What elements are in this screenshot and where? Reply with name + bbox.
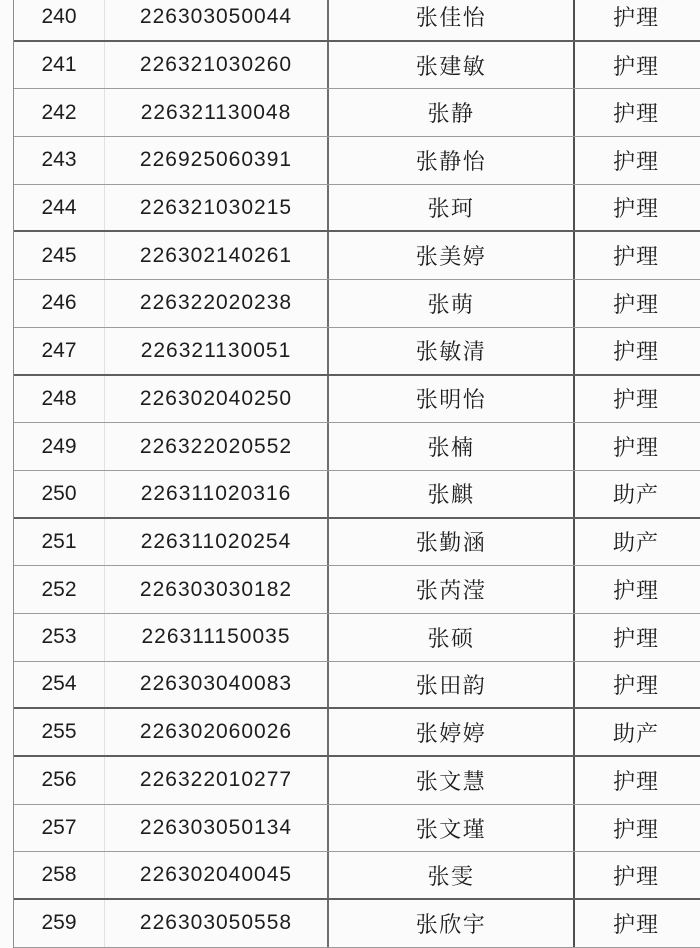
cell-serial-number: 259 xyxy=(14,900,105,947)
cell-exam-id: 226302040045 xyxy=(105,852,329,898)
cell-student-name: 张美婷 xyxy=(329,232,575,279)
cell-major: 护理 xyxy=(612,768,659,794)
cell-serial-number: 258 xyxy=(14,852,105,898)
cell-serial-number: 253 xyxy=(14,614,105,661)
table-row xyxy=(14,709,700,757)
table-row xyxy=(14,328,700,376)
cell-student-name: 张硕 xyxy=(329,614,575,661)
cell-student-name: 张敏清 xyxy=(329,328,575,374)
cell-exam-id: 226925060391 xyxy=(105,137,329,184)
cell-serial-number: 246 xyxy=(14,280,105,327)
cell-serial-number: 251 xyxy=(14,519,105,566)
cell-major: 护理 xyxy=(612,196,659,222)
cell-exam-id: 226321130048 xyxy=(105,89,329,136)
cell-serial-number: 242 xyxy=(14,89,105,136)
cell-exam-id: 226322010277 xyxy=(105,757,329,804)
cell-major: 护理 xyxy=(612,101,659,127)
cell-exam-id: 226311020254 xyxy=(105,519,329,566)
cell-student-name: 张静 xyxy=(329,89,575,136)
cell-exam-id: 226303030182 xyxy=(105,566,329,613)
cell-student-name: 张建敏 xyxy=(329,42,575,89)
cell-exam-id: 226302060026 xyxy=(105,709,329,755)
table-row xyxy=(14,566,700,614)
cell-student-name: 张萌 xyxy=(329,280,575,327)
cell-major: 助产 xyxy=(612,720,659,746)
cell-serial-number: 257 xyxy=(14,805,105,852)
cell-exam-id: 226311150035 xyxy=(105,614,329,661)
cell-exam-id: 226303050134 xyxy=(105,805,329,852)
cell-exam-id: 226321030215 xyxy=(105,185,329,231)
table-row xyxy=(14,423,700,471)
cell-exam-id: 226303050558 xyxy=(105,900,329,947)
cell-exam-id: 226321130051 xyxy=(105,328,329,374)
cell-major: 护理 xyxy=(612,339,659,365)
cell-major: 护理 xyxy=(612,911,659,937)
cell-serial-number: 256 xyxy=(14,757,105,804)
table-row xyxy=(14,757,700,805)
cell-exam-id: 226321030260 xyxy=(105,42,329,89)
cell-student-name: 张文瑾 xyxy=(329,805,575,852)
cell-exam-id: 226303040083 xyxy=(105,662,329,708)
cell-serial-number: 250 xyxy=(14,471,105,517)
cell-major: 护理 xyxy=(612,435,659,461)
cell-major: 护理 xyxy=(612,291,659,317)
table-row xyxy=(14,805,700,853)
cell-student-name: 张雯 xyxy=(329,852,575,898)
cell-major: 护理 xyxy=(612,672,659,698)
cell-exam-id: 226302040250 xyxy=(105,376,329,423)
cell-major: 护理 xyxy=(612,863,659,889)
cell-major: 护理 xyxy=(612,625,659,651)
table-row xyxy=(14,0,700,42)
cell-exam-id: 226303050044 xyxy=(105,0,329,40)
cell-major: 护理 xyxy=(612,387,659,413)
cell-student-name: 张楠 xyxy=(329,423,575,470)
cell-student-name: 张欣宇 xyxy=(329,900,575,947)
cell-student-name: 张勤涵 xyxy=(329,519,575,566)
cell-major: 护理 xyxy=(612,53,659,79)
table-row xyxy=(14,232,700,280)
cell-serial-number: 244 xyxy=(14,185,105,231)
cell-student-name: 张静怡 xyxy=(329,137,575,184)
table-row xyxy=(14,89,700,137)
table-row xyxy=(14,852,700,900)
table-row xyxy=(14,280,700,328)
table-row xyxy=(14,376,700,424)
cell-exam-id: 226311020316 xyxy=(105,471,329,517)
cell-student-name: 张芮滢 xyxy=(329,566,575,613)
cell-student-name: 张佳怡 xyxy=(329,0,575,40)
cell-student-name: 张田韵 xyxy=(329,662,575,708)
table-row xyxy=(14,662,700,710)
cell-exam-id: 226302140261 xyxy=(105,232,329,279)
cell-student-name: 张珂 xyxy=(329,185,575,231)
cell-serial-number: 240 xyxy=(14,0,105,40)
cell-major: 助产 xyxy=(612,482,659,508)
cell-serial-number: 247 xyxy=(14,328,105,374)
cell-student-name: 张明怡 xyxy=(329,376,575,423)
roster-table xyxy=(13,0,700,948)
cell-student-name: 张婷婷 xyxy=(329,709,575,755)
cell-serial-number: 252 xyxy=(14,566,105,613)
cell-major: 护理 xyxy=(612,578,659,604)
cell-major: 护理 xyxy=(612,816,659,842)
table-row xyxy=(14,614,700,662)
cell-student-name: 张麒 xyxy=(329,471,575,517)
cell-exam-id: 226322020238 xyxy=(105,280,329,327)
table-row xyxy=(14,900,700,948)
cell-major: 护理 xyxy=(612,5,659,31)
cell-serial-number: 248 xyxy=(14,376,105,423)
cell-major: 护理 xyxy=(612,148,659,174)
cell-serial-number: 245 xyxy=(14,232,105,279)
table-row xyxy=(14,137,700,185)
cell-serial-number: 249 xyxy=(14,423,105,470)
cell-major: 护理 xyxy=(612,244,659,270)
table-row xyxy=(14,519,700,567)
cell-serial-number: 255 xyxy=(14,709,105,755)
cell-major: 助产 xyxy=(612,530,659,556)
cell-serial-number: 241 xyxy=(14,42,105,89)
cell-student-name: 张文慧 xyxy=(329,757,575,804)
cell-serial-number: 243 xyxy=(14,137,105,184)
table-row xyxy=(14,42,700,90)
table-row xyxy=(14,185,700,233)
cell-exam-id: 226322020552 xyxy=(105,423,329,470)
cell-serial-number: 254 xyxy=(14,662,105,708)
table-row xyxy=(14,471,700,519)
